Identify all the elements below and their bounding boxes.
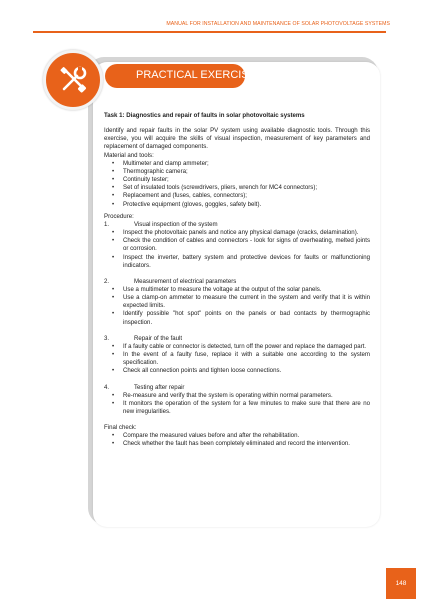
list-item: • Thermographic camera; [104, 168, 370, 176]
list-item: • Continuity tester; [104, 176, 370, 184]
step-number: 4. [104, 383, 110, 391]
task-title: Task 1: Diagnostics and repair of faults in solar photovoltaic systems [104, 112, 305, 119]
step-number: 2. [104, 277, 110, 285]
step-heading [104, 221, 370, 229]
step-heading [104, 278, 370, 286]
list-item: • Check all connection points and tighten loose connections. [104, 367, 370, 375]
list-item: • Multimeter and clamp ammeter; [104, 160, 370, 168]
list-item: • It monitors the operation of the system for a few minutes to make sure that there are no new irregularities. [104, 400, 370, 416]
banner-label: PRACTICAL EXERCISE [136, 69, 257, 81]
list-item: • If a faulty cable or connector is detected, turn off the power and replace the damaged part. [104, 343, 370, 351]
procedure-label: Procedure: [104, 212, 134, 220]
step-heading [104, 335, 370, 343]
list-item: • In the event of a faulty fuse, replace it with a suitable one according to the system specification. [104, 351, 370, 367]
step-title: Testing after repair [134, 383, 185, 391]
running-header: MANUAL FOR INSTALLATION AND MAINTENANCE OF SOLAR PHOTOVOLTAGE SYSTEMS [166, 21, 390, 27]
step-3-list [104, 343, 370, 376]
final-check-label: Final check: [104, 424, 137, 432]
list-item: • Set of insulated tools (screwdrivers, pliers, wrench for MC4 connectors); [104, 184, 370, 192]
step-title: Visual inspection of the system [134, 220, 218, 228]
list-item: • Protective equipment (gloves, goggles, safety belt). [104, 201, 370, 209]
list-item: • Use a multimeter to measure the voltage at the output of the solar panels. [104, 286, 370, 294]
materials-label: Material and tools: [104, 151, 154, 159]
step-title: Repair of the fault [134, 334, 183, 342]
exercise-content [104, 112, 370, 449]
materials-list [104, 160, 370, 209]
list-item: • Check whether the fault has been completely eliminated and record the intervention. [104, 440, 370, 448]
header-rule [33, 31, 386, 33]
list-item: • Check the condition of cables and connectors - look for signs of overheating, melted joints or corrosion. [104, 237, 370, 253]
step-number: 1. [104, 220, 110, 228]
list-item: • Use a clamp-on ammeter to measure the current in the system and verify that it is within expected limits. [104, 294, 370, 310]
list-item: • Inspect the inverter, battery system and protective devices for faults or malfunctioning indicators. [104, 254, 370, 270]
final-check-list [104, 432, 370, 448]
list-item: • Replacement and (fuses, cables, connectors); [104, 192, 370, 200]
step-2-list [104, 286, 370, 327]
wrench-screwdriver-icon [43, 50, 103, 110]
exercise-card [93, 62, 380, 527]
list-item: • Re-measure and verify that the system is operating within normal parameters. [104, 392, 370, 400]
step-1-list [104, 229, 370, 270]
step-4-list [104, 392, 370, 416]
list-item: • Identify possible "hot spot" points on the panels or bad contacts by thermographic inspection. [104, 310, 370, 326]
list-item: • Inspect the photovoltaic panels and notice any physical damage (cracks, delamination). [104, 229, 370, 237]
list-item: • Compare the measured values before and after the rehabilitation. [104, 432, 370, 440]
step-heading [104, 384, 370, 392]
step-number: 3. [104, 334, 110, 342]
task-intro: Identify and repair faults in the solar PV system using available diagnostic tools. Through this exercise, you will acquire the skills of visual inspection, measurement of key parameters and replacement of damaged components. [104, 127, 370, 151]
page-number: 148 [386, 568, 416, 599]
step-title: Measurement of electrical parameters [134, 277, 237, 285]
